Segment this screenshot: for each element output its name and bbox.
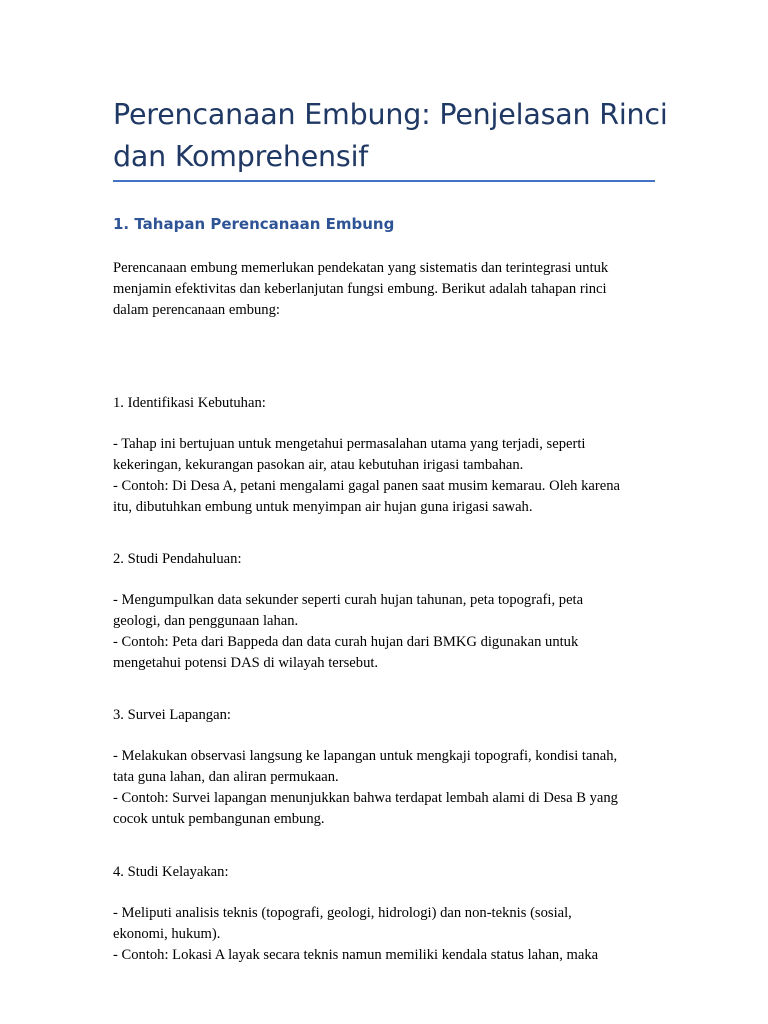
step-item xyxy=(113,372,655,538)
step-item xyxy=(113,528,655,694)
section-heading: 1. Tahapan Perencanaan Embung xyxy=(113,215,395,233)
step-heading: 1. Identifikasi Kebutuhan: xyxy=(113,394,266,411)
step-heading: 2. Studi Pendahuluan: xyxy=(113,550,242,567)
step-heading: 4. Studi Kelayakan: xyxy=(113,863,229,880)
title-underline-rule xyxy=(113,180,655,182)
step-body: - Mengumpulkan data sekunder seperti curah hujan tahunan, peta topografi, peta geologi, dan penggunaan lahan. - Contoh: Peta dari Bappeda dan data curah hujan dari BMKG digunakan untuk mengetahui potensi DAS di wilayah tersebut. xyxy=(113,592,584,671)
step-body: - Meliputi analisis teknis (topografi, geologi, hidrologi) dan non-teknis (sosial, ekonomi, hukum). - Contoh: Lokasi A layak secara teknis namun memiliki kendala status lahan, maka xyxy=(113,905,599,963)
step-body: - Tahap ini bertujuan untuk mengetahui permasalahan utama yang terjadi, seperti kekeringan, kekurangan pasokan air, atau kebutuhan irigasi tambahan. - Contoh: Di Desa A, petani mengalami gagal panen saat musim kemarau. Oleh karena itu, dibutuhkan embung untuk menyimpan air hujan guna irigasi sawah. xyxy=(113,436,620,515)
step-heading: 3. Survei Lapangan: xyxy=(113,706,231,723)
step-item xyxy=(113,841,655,987)
step-item xyxy=(113,684,655,850)
document-title: Perencanaan Embung: Penjelasan Rinci dan Komprehensif xyxy=(113,98,668,173)
intro-paragraph: Perencanaan embung memerlukan pendekatan yang sistematis dan terintegrasi untuk menjamin efektivitas dan keberlanjutan fungsi embung. Berikut adalah tahapan rinci dalam perencanaan embung: xyxy=(113,260,609,318)
step-body: - Melakukan observasi langsung ke lapangan untuk mengkaji topografi, kondisi tanah, tata guna lahan, dan aliran permukaan. - Contoh: Survei lapangan menunjukkan bahwa terdapat lembah alami di Desa B yang cocok untuk pembangunan embung. xyxy=(113,748,618,827)
